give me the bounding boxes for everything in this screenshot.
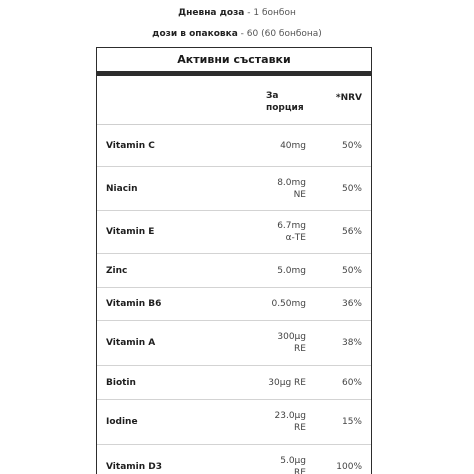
amount-line1: 40mg xyxy=(280,140,306,151)
ingredient-amount xyxy=(280,455,306,474)
amount-line1: 30µg RE xyxy=(268,377,306,388)
ingredient-name: Iodine xyxy=(106,417,138,427)
ingredient-amount xyxy=(280,140,306,152)
amount-line1: 23.0µg xyxy=(274,411,306,421)
ingredient-nrv: 38% xyxy=(341,338,362,348)
ingredient-nrv: 50% xyxy=(341,183,362,194)
table-row xyxy=(97,167,371,211)
table-row xyxy=(97,445,371,474)
ingredient-nrv: 36% xyxy=(341,299,362,309)
amount-line2: RE xyxy=(294,468,306,474)
amount-line2: NE xyxy=(293,189,306,200)
amount-line1: 8.0mg xyxy=(277,177,306,188)
ingredient-nrv: 100% xyxy=(336,462,362,472)
ingredient-nrv: 56% xyxy=(341,227,362,237)
daily-dose-value: 1 бонбон xyxy=(253,8,296,18)
ingredient-name: Biotin xyxy=(106,377,136,388)
servings-value: 60 (60 бонбона) xyxy=(246,29,322,39)
table-title: Активни съставки xyxy=(177,53,291,66)
table-row xyxy=(97,254,371,288)
ingredient-nrv: 50% xyxy=(341,140,362,151)
table-row xyxy=(97,400,371,445)
ingredient-name: Vitamin E xyxy=(106,227,155,237)
ingredient-amount xyxy=(277,265,306,277)
servings-per-package-line xyxy=(0,28,474,40)
amount-line1: 300µg xyxy=(277,332,306,342)
ingredient-amount xyxy=(275,410,306,434)
ingredient-name: Vitamin C xyxy=(106,140,155,151)
servings-label: дози в опаковка xyxy=(152,29,238,39)
ingredient-amount xyxy=(277,220,306,244)
ingredient-name: Vitamin D3 xyxy=(106,462,163,472)
amount-line1: 5.0mg xyxy=(277,265,306,276)
ingredient-amount xyxy=(271,298,306,310)
ingredient-amount xyxy=(277,177,306,201)
ingredient-amount xyxy=(277,331,306,355)
header-serving-line1: За xyxy=(266,91,279,101)
table-row xyxy=(97,288,371,321)
daily-dose-line xyxy=(0,7,474,19)
ingredient-nrv: 15% xyxy=(341,417,362,427)
table-row xyxy=(97,321,371,366)
amount-line1: 6.7mg xyxy=(277,221,306,231)
ingredient-nrv: 50% xyxy=(341,265,362,276)
table-row xyxy=(97,211,371,254)
servings-separator: - xyxy=(240,29,244,39)
amount-line1: 5.0µg xyxy=(280,456,306,466)
amount-line2: α-TE xyxy=(285,233,306,243)
daily-dose-label: Дневна доза xyxy=(178,8,245,18)
header-serving-line2: порция xyxy=(266,103,304,113)
amount-line2: RE xyxy=(294,423,306,433)
ingredient-name: Vitamin B6 xyxy=(106,299,162,309)
header-per-serving xyxy=(266,90,306,114)
daily-dose-separator: - xyxy=(247,8,251,18)
active-ingredients-table xyxy=(96,47,372,474)
table-header-row xyxy=(97,76,371,125)
ingredient-name: Niacin xyxy=(106,183,138,194)
ingredient-amount xyxy=(268,377,306,389)
header-nrv: *NRV xyxy=(335,93,362,103)
amount-line1: 0.50mg xyxy=(271,299,306,309)
ingredient-name: Zinc xyxy=(106,265,128,276)
ingredient-name: Vitamin A xyxy=(106,338,156,348)
ingredient-nrv: 60% xyxy=(341,377,362,388)
table-row xyxy=(97,366,371,400)
table-row xyxy=(97,125,371,167)
amount-line2: RE xyxy=(294,344,306,354)
